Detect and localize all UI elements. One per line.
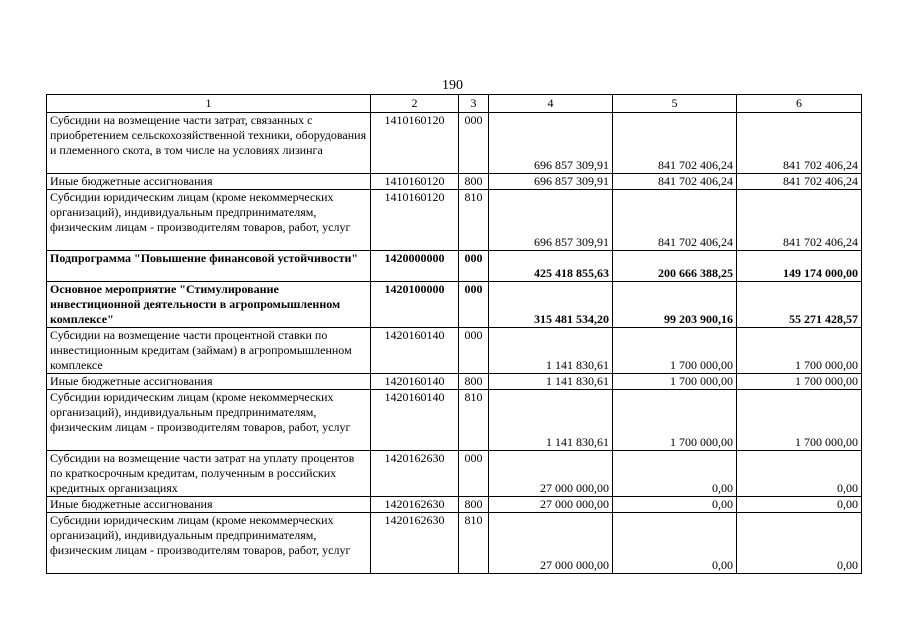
row-value-3: 0,00 [737,451,862,497]
row-name: Субсидии юридическим лицам (кроме некоммерческих организаций), индивидуальным предпринимателям, физическим лицам - производителям товаров, работ, услуг [47,190,371,251]
row-value-2: 1 700 000,00 [613,328,737,374]
table-row [47,113,862,174]
row-value-3: 841 702 406,24 [737,190,862,251]
row-name: Подпрограмма "Повышение финансовой устойчивости" [47,251,371,282]
row-csr: 1410160120 [371,113,459,174]
row-value-1: 1 141 830,61 [489,390,613,451]
table-row [47,374,862,390]
row-vr: 000 [459,451,489,497]
table-row [47,251,862,282]
row-value-2: 200 666 388,25 [613,251,737,282]
row-name: Субсидии на возмещение части затрат на уплату процентов по краткосрочным кредитам, полученным в российских кредитных организациях [47,451,371,497]
header-col-sum-1: 4 [489,95,613,113]
row-value-2: 99 203 900,16 [613,282,737,328]
row-value-3: 0,00 [737,497,862,513]
header-col-sum-2: 5 [613,95,737,113]
row-vr: 000 [459,251,489,282]
header-col-sum-3: 6 [737,95,862,113]
row-value-1: 27 000 000,00 [489,451,613,497]
row-value-1: 1 141 830,61 [489,374,613,390]
row-csr: 1420100000 [371,282,459,328]
row-value-1: 696 857 309,91 [489,190,613,251]
row-vr: 000 [459,282,489,328]
header-col-vr: 3 [459,95,489,113]
table-row [47,513,862,574]
row-value-3: 55 271 428,57 [737,282,862,328]
row-csr: 1420160140 [371,374,459,390]
row-value-3: 1 700 000,00 [737,390,862,451]
table-row [47,451,862,497]
row-csr: 1420162630 [371,513,459,574]
row-value-3: 149 174 000,00 [737,251,862,282]
page-number: 190 [442,78,463,93]
row-name: Иные бюджетные ассигнования [47,497,371,513]
row-value-1: 27 000 000,00 [489,497,613,513]
row-name: Субсидии юридическим лицам (кроме некоммерческих организаций), индивидуальным предпринимателям, физическим лицам - производителям товаров, работ, услуг [47,390,371,451]
row-name: Субсидии на возмещение части процентной ставки по инвестиционным кредитам (займам) в агропромышленном комплексе [47,328,371,374]
header-col-name: 1 [47,95,371,113]
row-vr: 800 [459,174,489,190]
table-header-row [47,95,862,113]
row-csr: 1420162630 [371,497,459,513]
row-value-2: 0,00 [613,513,737,574]
row-value-3: 841 702 406,24 [737,174,862,190]
row-value-1: 1 141 830,61 [489,328,613,374]
row-vr: 000 [459,113,489,174]
header-col-csr: 2 [371,95,459,113]
table-row [47,390,862,451]
row-vr: 800 [459,374,489,390]
row-value-2: 1 700 000,00 [613,374,737,390]
row-value-3: 841 702 406,24 [737,113,862,174]
row-value-3: 0,00 [737,513,862,574]
table-row [47,174,862,190]
budget-table [46,94,862,574]
row-vr: 000 [459,328,489,374]
row-value-1: 696 857 309,91 [489,174,613,190]
row-vr: 810 [459,390,489,451]
row-value-2: 841 702 406,24 [613,174,737,190]
row-value-1: 696 857 309,91 [489,113,613,174]
row-name: Субсидии юридическим лицам (кроме некоммерческих организаций), индивидуальным предпринимателям, физическим лицам - производителям товаров, работ, услуг [47,513,371,574]
row-csr: 1420000000 [371,251,459,282]
row-vr: 810 [459,190,489,251]
table-row [47,190,862,251]
row-value-3: 1 700 000,00 [737,374,862,390]
row-csr: 1420160140 [371,390,459,451]
row-vr: 810 [459,513,489,574]
row-name: Иные бюджетные ассигнования [47,174,371,190]
row-csr: 1410160120 [371,174,459,190]
row-name: Основное мероприятие "Стимулирование инвестиционной деятельности в агропромышленном комплексе" [47,282,371,328]
row-csr: 1420162630 [371,451,459,497]
row-value-2: 0,00 [613,451,737,497]
table-row [47,328,862,374]
row-value-2: 0,00 [613,497,737,513]
row-value-1: 315 481 534,20 [489,282,613,328]
row-value-2: 841 702 406,24 [613,190,737,251]
table-row [47,497,862,513]
row-name: Иные бюджетные ассигнования [47,374,371,390]
row-vr: 800 [459,497,489,513]
row-value-3: 1 700 000,00 [737,328,862,374]
row-name: Субсидии на возмещение части затрат, связанных с приобретением сельскохозяйственной техники, оборудования и племенного скота, в том числе на условиях лизинга [47,113,371,174]
row-csr: 1410160120 [371,190,459,251]
row-value-1: 425 418 855,63 [489,251,613,282]
row-value-1: 27 000 000,00 [489,513,613,574]
row-value-2: 841 702 406,24 [613,113,737,174]
table-row [47,282,862,328]
row-value-2: 1 700 000,00 [613,390,737,451]
row-csr: 1420160140 [371,328,459,374]
